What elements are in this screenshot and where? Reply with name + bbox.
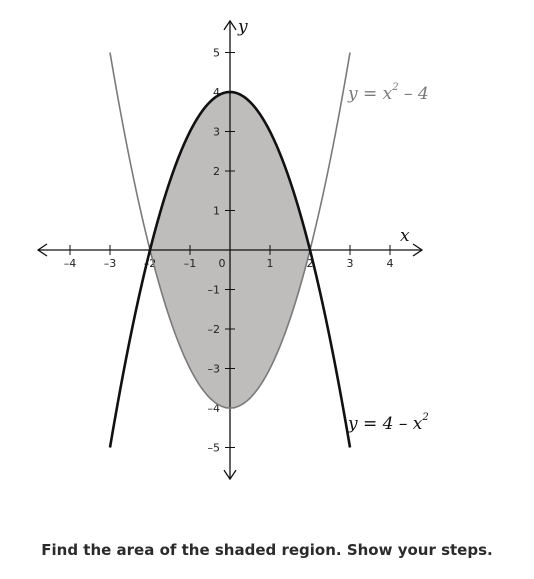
x-tick-label: 4 xyxy=(386,257,394,270)
y-tick-label: –1 xyxy=(207,283,220,297)
x-tick-label: 0 xyxy=(218,257,226,270)
label-lower-main: y = x xyxy=(348,84,393,104)
y-tick-label: 2 xyxy=(213,165,220,178)
label-lower-tail: – 4 xyxy=(398,84,429,104)
x-tick-label: 1 xyxy=(266,257,274,270)
y-tick-label: 3 xyxy=(213,125,220,139)
label-x-squared-minus-4 xyxy=(347,82,429,104)
x-tick-label: –3 xyxy=(103,257,117,270)
x-tick-label: –4 xyxy=(63,257,77,270)
y-tick-label: 5 xyxy=(213,46,220,60)
label-upper-exponent: 2 xyxy=(422,412,429,423)
question-text: Find the area of the shaded region. Show your steps. xyxy=(41,541,493,559)
x-tick-label: –1 xyxy=(183,257,197,270)
y-tick-label: 4 xyxy=(213,86,220,99)
x-tick-label: 2 xyxy=(306,257,314,270)
y-tick-label: –5 xyxy=(207,441,220,455)
y-tick-label: –3 xyxy=(207,362,220,376)
x-axis-label: x xyxy=(400,226,410,246)
y-tick-label: –2 xyxy=(207,323,220,336)
x-tick-label: 3 xyxy=(346,257,354,270)
label-upper-main: y = 4 – x xyxy=(348,414,423,434)
y-tick-label: –4 xyxy=(207,402,220,415)
label-4-minus-x-squared xyxy=(347,412,429,434)
y-tick-label: 1 xyxy=(213,204,220,218)
y-axis-label: y xyxy=(238,17,248,37)
x-tick-label: –2 xyxy=(143,257,157,270)
label-lower-exponent: 2 xyxy=(392,82,399,93)
